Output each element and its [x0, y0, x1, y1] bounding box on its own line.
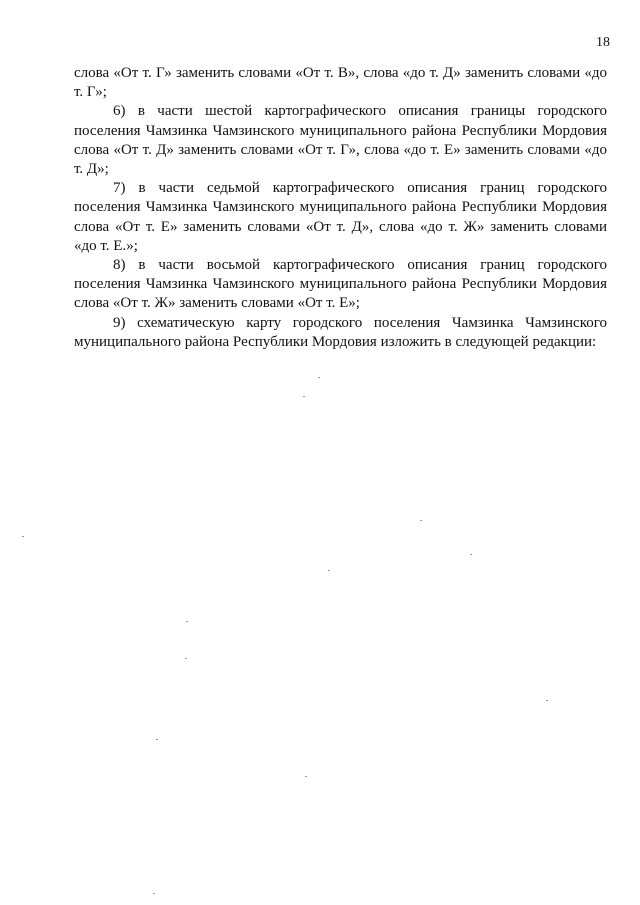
paragraph-item-6 — [74, 102, 607, 179]
scan-speck — [305, 776, 307, 777]
scan-speck — [156, 739, 158, 740]
scan-speck — [470, 554, 472, 555]
scan-speck — [153, 893, 155, 894]
text-line: 7) в части седьмой картографического описания границ городского — [113, 180, 607, 197]
scan-speck — [546, 700, 548, 701]
scan-speck — [328, 570, 330, 571]
scan-speck — [420, 520, 422, 521]
text-line: 8) в части восьмой картографического описания границ городского — [113, 257, 607, 274]
text-line: поселения Чамзинка Чамзинского муниципального района Республики Мордовия — [74, 122, 607, 139]
scan-speck — [318, 377, 320, 378]
text-line: 6) в части шестой картографического описания границы городского — [113, 103, 607, 120]
text-line: «до т. Е.»; — [74, 237, 138, 254]
scan-speck — [186, 621, 188, 622]
text-line: поселения Чамзинка Чамзинского муниципального района Республики Мордовия — [74, 199, 607, 216]
paragraph-continuation — [74, 64, 607, 102]
scan-speck — [185, 658, 187, 659]
text-line: 9) схематическую карту городского поселения Чамзинка Чамзинского — [113, 314, 607, 331]
text-line: слова «От т. Г» заменить словами «От т. В», слова «до т. Д» заменить словами «до — [74, 65, 607, 81]
text-line: слова «От т. Ж» заменить словами «От т. Е»; — [74, 295, 360, 312]
text-line: поселения Чамзинка Чамзинского муниципального района Республики Мордовия — [74, 276, 607, 293]
page-number: 18 — [596, 35, 610, 50]
text-line: муниципального района Республики Мордовия изложить в следующей редакции: — [74, 333, 597, 350]
document-body — [74, 64, 607, 352]
scan-speck — [22, 536, 24, 537]
text-line: т. Г»; — [74, 84, 107, 101]
text-line: слова «От т. Е» заменить словами «От т. Д», слова «до т. Ж» заменить словами — [74, 218, 607, 235]
paragraph-item-7 — [74, 179, 607, 256]
scan-speck — [303, 396, 305, 397]
paragraph-item-9 — [74, 314, 607, 352]
paragraph-item-8 — [74, 256, 607, 314]
text-line: слова «От т. Д» заменить словами «От т. Г», слова «до т. Е» заменить словами «до — [74, 141, 607, 158]
text-line: т. Д»; — [74, 161, 109, 178]
